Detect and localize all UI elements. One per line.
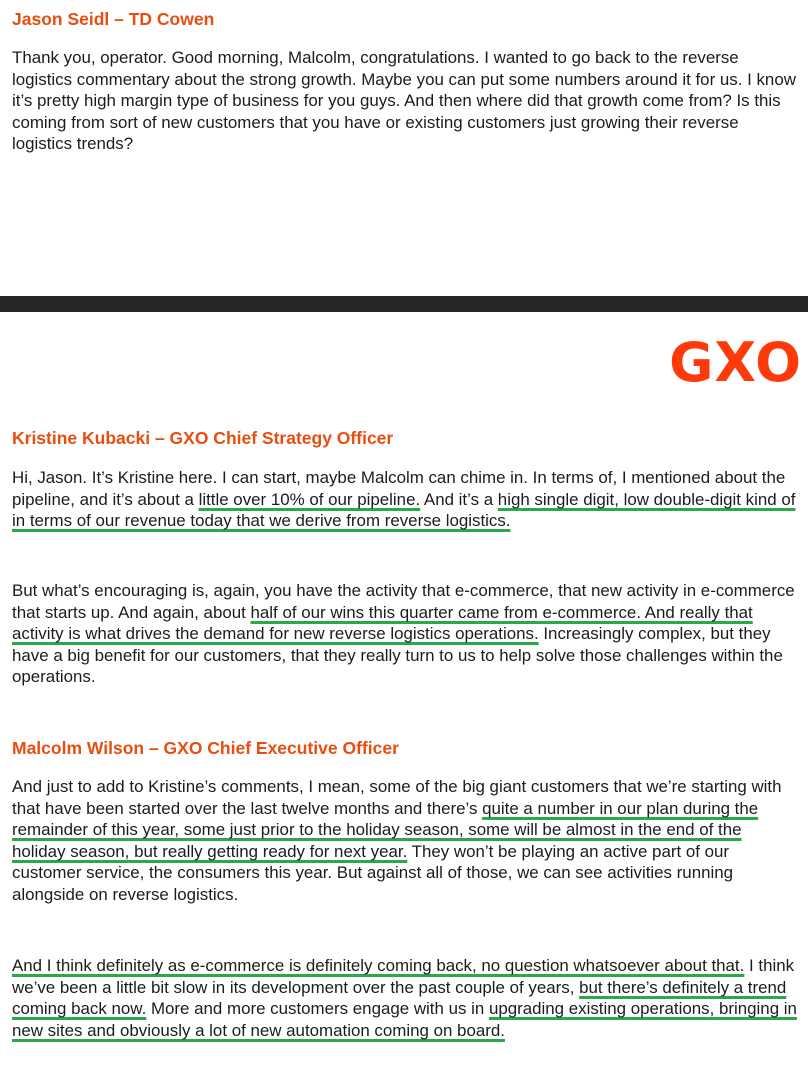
text-span: They won’t be playing an active part of our customer service, the consumers this year. But against all of those, we can see activities running alongside on reverse logistics. [12, 841, 734, 904]
question-paragraph: Thank you, operator. Good morning, Malcolm, congratulations. I wanted to go back to the reverse logistics commentary about the strong growth. Maybe you can put some numbers around it for us. I know it’s pretty high margin type of business for you guys. And then where did that growth come from? Is this coming from sort of new customers that you have or existing customers just growing their reverse logistics trends? [12, 48, 796, 154]
speaker-name-kristine: Kristine Kubacki – GXO Chief Strategy Officer [12, 428, 394, 448]
malcolm-paragraph-1 [12, 776, 798, 906]
speaker-name-malcolm: Malcolm Wilson – GXO Chief Executive Officer [12, 738, 399, 758]
gxo-logo: GXO [669, 331, 802, 394]
highlighted-text: little over 10% of our pipeline. [198, 489, 421, 509]
highlighted-text: half of our wins this quarter came from e-commerce. And really that activity is what drives the demand for new reverse logistics operations. [12, 602, 753, 644]
highlighted-text: And I think definitely as e-commerce is definitely coming back, no question whatsoever about that. [12, 956, 745, 975]
text-span: I think we’ve been a little bit slow in its development over the past couple of years, [12, 956, 795, 997]
kristine-paragraph-2 [12, 580, 798, 688]
transcript-page-top [0, 0, 808, 296]
highlighted-text: quite a number in our plan during the remainder of this year, some just prior to the holiday season, some will be almost in the end of the holiday season, but really getting ready for next year. [12, 798, 759, 861]
page-divider [0, 296, 808, 312]
speaker-name-jason: Jason Seidl – TD Cowen [12, 9, 215, 29]
malcolm-paragraph-2 [12, 955, 798, 1041]
text-span: More and more customers engage with us in [146, 999, 489, 1019]
text-span: And it’s a [420, 489, 498, 509]
highlighted-text: but there’s definitely a trend coming back now. [12, 977, 787, 1019]
text-span: Increasingly complex, but they have a big benefit for our customers, that they really turn to us to help solve those challenges within the operations. [12, 624, 783, 687]
text-span: And just to add to Kristine’s comments, I mean, some of the big giant customers that we’re starting with that have been started over the last twelve months and there’s [12, 777, 782, 818]
kristine-paragraph-1 [12, 467, 798, 532]
highlighted-text: upgrading existing operations, bringing in new sites and obviously a lot of new automation coming on board. [12, 999, 797, 1040]
text-span: Hi, Jason. It’s Kristine here. I can start, maybe Malcolm can chime in. In terms of, I mentioned about the pipeline, and it’s about a [12, 468, 786, 509]
text-span: But what’s encouraging is, again, you have the activity that e-commerce, that new activity in e-commerce that starts up. And again, about [12, 581, 795, 622]
transcript-page-bottom [0, 312, 808, 1070]
highlighted-text: high single digit, low double-digit kind of in terms of our revenue today that we derive from reverse logistics. [12, 489, 796, 531]
